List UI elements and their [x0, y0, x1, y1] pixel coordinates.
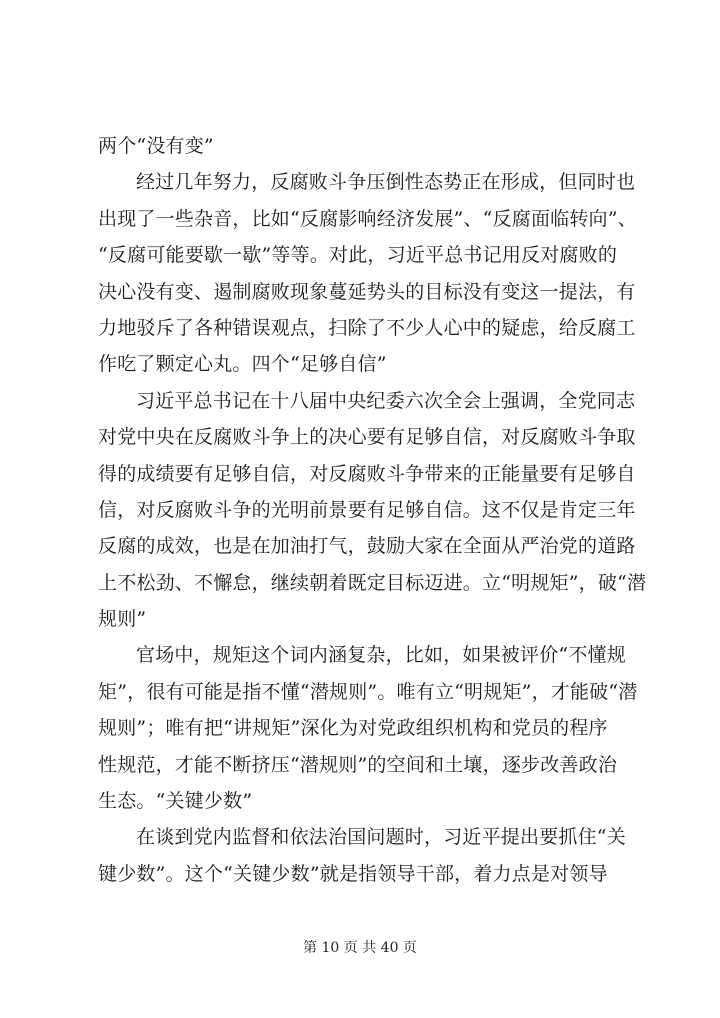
text-line: 习近平总书记在十八届中央纪委六次全会上强调，全党同志: [136, 389, 636, 412]
text-line: 对党中央在反腐败斗争上的决心要有足够自信，对反腐败斗争取: [98, 426, 636, 449]
text-line: 规则”；唯有把“讲规矩”深化为对党政组织机构和党员的程序: [98, 717, 608, 740]
text-line: 官场中，规矩这个词内涵复杂，比如，如果被评价“不懂规: [136, 644, 626, 667]
text-line: 矩”，很有可能是指不懂“潜规则”。唯有立“明规矩”，才能破“潜: [98, 680, 638, 703]
text-line: 得的成绩要有足够自信，对反腐败斗争带来的正能量要有足够自: [98, 462, 636, 485]
text-line: 规则”: [98, 608, 147, 631]
text-line: 在谈到党内监督和依法治国问题时，习近平提出要抓住“关: [136, 826, 626, 849]
text-line: 出现了一些杂音，比如“反腐影响经济发展”、“反腐面临转向”、: [98, 207, 637, 230]
text-line: “反腐可能要歇一歇”等等。对此，习近平总书记用反对腐败的: [98, 244, 618, 267]
text-line: 反腐的成效，也是在加油打气，鼓励大家在全面从严治党的道路: [98, 535, 636, 558]
page-footer: 第 10 页 共 40 页: [303, 940, 417, 956]
text-line: 信，对反腐败斗争的光明前景要有足够自信。这不仅是肯定三年: [98, 498, 636, 521]
text-line: 力地驳斥了各种错误观点，扫除了不少人心中的疑虑，给反腐工: [98, 316, 636, 339]
text-line: 两个“没有变”: [98, 135, 214, 157]
document-body: [98, 128, 647, 892]
text-line: 键少数”。这个“关键少数”就是指领导干部，着力点是对领导: [98, 862, 608, 885]
text-line: 决心没有变、遏制腐败现象蔓延势头的目标没有变这一提法，有: [98, 280, 636, 303]
text-line: 生态。“关键少数”: [98, 790, 253, 813]
text-line: 性规范，才能不断挤压“潜规则”的空间和土壤，逐步改善政治: [98, 753, 618, 776]
text-line: 经过几年努力，反腐败斗争压倒性态势正在形成，但同时也: [136, 171, 636, 194]
text-line: 作吃了颗定心丸。四个“足够自信”: [98, 353, 387, 376]
text-line: 上不松劲、不懈怠，继续朝着既定目标迈进。立“明规矩”，破“潜: [98, 571, 647, 594]
